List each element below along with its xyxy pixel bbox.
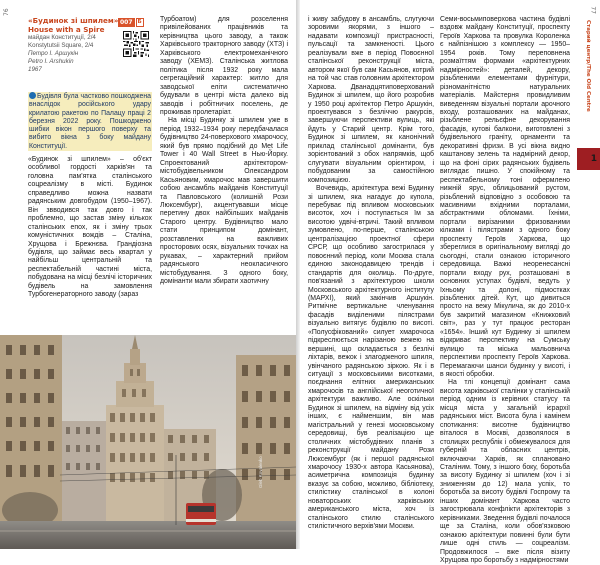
left-page: [0, 0, 296, 549]
section-label-text: Старий центр/The Old Centre: [585, 20, 591, 112]
left-column-a: [28, 156, 152, 300]
paragraph: На місці Будинку зі шпилем уже в період 1932–1934 року передбачалася будівництво 24-поверхового хмарочосу, який був прямо подібний до Met Life Tower і 40 Wall Street в Нью-Йорку. Спроектований архітектором-містобудівельником Олександром Касьяновим, хмарочос мав завершити собою ансамбль майданів Конституції та Павловського (колишній Рози Люксембург), акцентувавши місце перетину двох найбільших майданів Старого центру. Будівництво мало стати принципом домінант, розставлених на важливих просторових осях, візуальних точках на рукавах, – характерний прийом радянського неокласичного містобудування. З одного боку, домінанти мали збирати хаотичну: [160, 117, 288, 286]
page-number-left: 76: [3, 8, 10, 16]
building-photo: [0, 335, 296, 549]
chapter-number: 1: [590, 154, 597, 164]
right-page: [300, 0, 600, 564]
paragraph: «Будинок зі шпилем» – об'єкт особливої гордості харків'ян та головна пам'ятка сталінського соцреалізму в місті. Будинок справедливо можна назвати радянським довгобудом (1950–1967). Він звводився так довго і так проблемно, що застав зміну кількох сталінських епох, як і зміну трьох комуністичних вождів – Сталіна, Хрущова і Брежнєва. Грандіозна будівля, що займає весь квартал у найбільш центральній та респектабельній частині міста, побудована на місці безлічі історичних будівель на замовлення Турбогенераторного заводу (зараз: [28, 156, 152, 299]
page-number-right: 77: [590, 6, 597, 14]
photo-credit: Gleb Kovalenko: [258, 456, 263, 488]
entry-title-ua: «Будинок зі шпилем»: [28, 16, 119, 25]
warning-icon: [29, 92, 36, 99]
entry-badge-letter: Б: [137, 19, 142, 25]
address-en: Konstytutsii Square, 2/4: [28, 42, 94, 49]
year: 1967: [28, 66, 42, 73]
address-ua: майдан Конституції, 2/4: [28, 34, 96, 41]
paragraph: Турбоатом) для розселення привілейованих працівників та керівництва цього заводу, а також Харківського тракторного заводу (ХТЗ) і Харківського електромеханічного заводу (ХЕМЗ). Сталінська житлова політика після 1932 року мала сегрегаційний характер: житло для заводської еліти систематично будували в центрі міста далеко від заводів і робітничих поселень, де проживав пролетаріат.: [160, 16, 288, 116]
right-column-b: [440, 16, 570, 565]
paragraph: Семи-восьмиповерхова частина будівлі вздовж майдану Конституції, проспекту Героїв Харкова та провулка Короленка є найпізнішою з комплексу — 1950–1954 років. Тому переповнена розмаїттям формами «архітектурних надмірностей»: деталей, декору, різьбленими елементами фурнітури, різноманітністю натуральних матеріалів. Майстерня провидливим виведенням візуальні портали арочного входу, розташованих на майданах, різьблене рельєфне декорування фасадів, кутові балкони, виготовлені з будівельного граніту, орнаменти та декоративні фризи. В усі вікна видно каштанову зелень та надмірний декор, що на фоні сірих радянських будівель виглядає пишно. У спокійному та респектабельному тоні офермлено нижній ярус, облицьований рустом, різьблений відповідно з особовою та масивними вхідними порталами, абстрактними обломами. Їхніми, портали вирізаними фризованими кілками і пілястрами з одного боку проспекту Героїв Харкова, що збереглися в оригінальному вигляді до сьогодні, стали ознакою історичного середовища. Важкі неоренесансні портали входу рух, розташовані в основних уступах будівлі, ведуть у їхньому та долоні, підмостках різьблених дітей. Кут, що дивиться просто на вежу Мікулича, як до 2010-х був закритий магазином «Книжковий світ», раз у тут працює ресторан «1654». Інший кут Будинку зі шпилем відкриває перспективу на Сумську вулицю та міська мальовнича перспективи проспекту Героїв Харкова. Перемагаючи шанси будинку у висоті, і в якості обробки.: [440, 16, 570, 379]
left-column-b: [160, 16, 288, 287]
damage-notice-text: Будівля була частково пошкоджена внаслідок російського удару крилатою ракетою по Палацу праці 2 березня 2022 року. Пошкоджено шибки вікон першого поверху та вибито вікна з боку майдану Конституції.: [29, 93, 151, 150]
entry-number: 007: [120, 19, 133, 26]
paragraph: і живу забудову в ансамбль, слугуючи зоровими якорями, з іншого – надавати композиції пристрасності, пульсації та замкненості. Цього реалізували вже в період Повоєнної сталінської реконструкції міста, автором якої був сам Касьянов, котрий на той час став головним архітектором Харкова. Дванадцятиповерхований Будинок зі шпилем, що його розробив у 1950 році архітектор Петро Аршукін, проектувався з безліччю ракурсів, завершуючи перспективи вулиць, які йдуть у Старий центр. Крім того, Будинок зі шпилем, як канонічний приклад сталінської домінанти, був зорієнтований з обох напрямків, щоб слугувати візуальним орієнтиром, і побудованим за самостійною композицією.: [308, 16, 434, 184]
paragraph: На тлі концепції домінант сама висота харківської сталінки у сталінській період одним із керівних статусу та місця міста у загальній ієрархії радянських міст. Висота була і камінем спотикання: висотне будівництво віталося в Москві, дозволялося в столицях республік і обмежувалося для губерній та обласних центрів, включаючи Харків, як сплановано Сталіним. Тому, з іншого боку, боротьба за висоту Будинку зі шпилем (хоч і зі зниженням до 12) мала успіх, то боротьба за висоту будівлі Госпрому та інших домінант Харкова часто загострювала конфлікти архітекторів з керівниками. Зведення будівлі почалося ще за Сталіна, коли обов'язковою ознакою архітектури повинні були бути лише одні стиль — соцреалізм. Продовжилося – вже після візиту Хрущова про боротьбу з надмірностями: [440, 379, 570, 564]
right-column-a: [308, 16, 434, 532]
architect-en: Petro I. Arshukin: [28, 58, 74, 65]
damage-notice: [28, 92, 152, 151]
qr-code-icon[interactable]: [123, 31, 149, 57]
paragraph: Вочевидь, архітектура вежі Будинку зі шпилем, яка нагадує до купола, перебуває під впливом московських висоток, хоч і поступається їм за висотою удвічі-втричі. Такий впливом зумовлено, по-перше, сталінською централізацією проектної сфери СРСР, що особливо загострилася у повоєнний період, коли Москва стала єдиною законодавицею трендів і стандартів для околиць. По-друге, пов'язаний з архітектурою школи Московського архітектурного інституту (МАРХІ), який закінчив Аршукін. Ритмічне вертикальне членування фасадів виділеними пілястрами візуально витягує будівлю по висоті. «Полусфікований» силует хмарочоса підкреслюється нарізаною вежею на вершині, що складається з безлічі ліхтарів, вежок і злагодженого шпиля, увінчаного радянською зіркою. Як і в ситуації з московськими висотками, поєднання елітних американських хмарочосів та англійської неоготичної архітектури важливо. Але оскільки Будинок зі шпилем, на відміну від усіх інших, є найменшим, він мав магістральний у генезі московському середовищі, був реалізацією ще столичних містобудівних планів з реконструкції майдану Рози Люксембург (як і першої радянської хмарочосу 1930-х автора Касьянова), асиметрична композиція будинку вказує за собою, можливо, бібліотеку, стилістику сталінської в колоні новаторських харківських американського міста, хоч із сталінського стилю сталінського стилістичного верхів'ями Москви.: [308, 185, 434, 531]
entry-number-badge: [118, 18, 144, 27]
entry-title-en: House with a Spire: [28, 25, 105, 34]
architect-ua: Петро І. Аршукін: [28, 50, 79, 57]
